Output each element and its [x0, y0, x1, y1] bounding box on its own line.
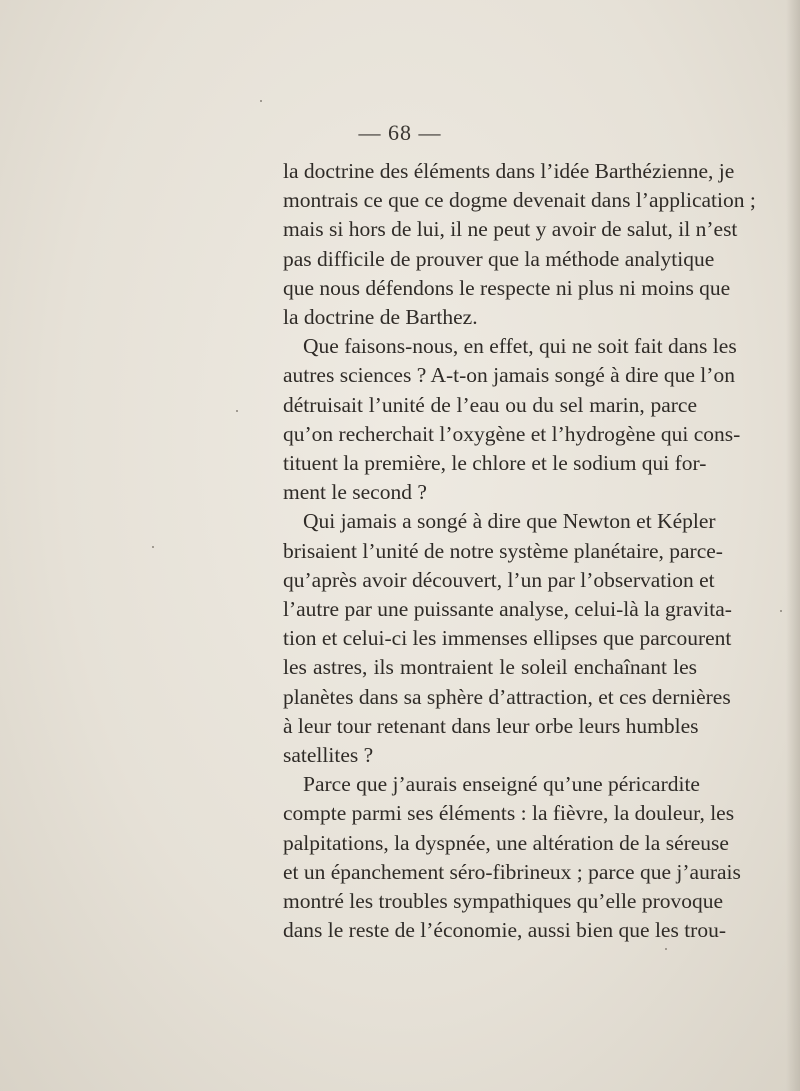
paragraph-3	[283, 507, 732, 770]
text-line: ment le second ?	[283, 480, 427, 505]
text-line: Qui jamais a songé à dire que Newton et Képler	[303, 509, 716, 534]
text-line: pas difficile de prouver que la méthode analytique	[283, 246, 715, 271]
page-edge-shadow	[786, 0, 800, 1091]
paragraph-1	[283, 157, 756, 332]
text-line: Parce que j’aurais enseigné qu’une péricardite	[303, 772, 700, 797]
text-line: que nous défendons le respecte ni plus ni moins que	[283, 275, 731, 300]
text-line: l’autre par une puissante analyse, celui-là la gravita-	[283, 597, 732, 622]
page-number: — 68 —	[358, 120, 442, 145]
text-line: qu’on recherchait l’oxygène et l’hydrogène qui cons-	[283, 421, 741, 446]
text-line: Que faisons-nous, en effet, qui ne soit fait dans les	[303, 334, 737, 359]
text-line: satellites ?	[283, 743, 374, 768]
paper-speck	[152, 546, 154, 548]
text-line: les astres, ils montraient le soleil enchaînant les	[283, 655, 697, 680]
text-line: la doctrine de Barthez.	[283, 305, 478, 330]
text-line: compte parmi ses éléments : la fièvre, la douleur, les	[283, 801, 735, 826]
text-line: dans le reste de l’économie, aussi bien que les trou-	[283, 918, 726, 943]
paper-speck	[665, 948, 667, 950]
body-text	[283, 157, 756, 945]
text-line: montrais ce que ce dogme devenait dans l’application ;	[283, 188, 756, 213]
text-line: mais si hors de lui, il ne peut y avoir de salut, il n’est	[283, 217, 738, 242]
text-line: à leur tour retenant dans leur orbe leurs humbles	[283, 713, 699, 738]
text-line: planètes dans sa sphère d’attraction, et ces dernières	[283, 684, 731, 709]
text-line: autres sciences ? A-t-on jamais songé à dire que l’on	[283, 363, 735, 388]
text-line: palpitations, la dyspnée, une altération de la séreuse	[283, 830, 729, 855]
paragraph-2	[283, 332, 741, 507]
text-line: tion et celui-ci les immenses ellipses que parcourent	[283, 626, 732, 651]
text-line: et un épanchement séro-fibrineux ; parce que j’aurais	[283, 859, 741, 884]
text-line: détruisait l’unité de l’eau ou du sel marin, parce	[283, 392, 697, 417]
paper-speck	[780, 610, 782, 612]
text-line: qu’après avoir découvert, l’un par l’observation et	[283, 567, 715, 592]
text-line: montré les troubles sympathiques qu’elle provoque	[283, 889, 724, 914]
paper-speck	[236, 410, 238, 412]
text-line: tituent la première, le chlore et le sodium qui for-	[283, 451, 707, 476]
paper-speck	[260, 100, 262, 102]
text-line: la doctrine des éléments dans l’idée Barthézienne, je	[283, 159, 735, 183]
paragraph-4	[283, 770, 741, 945]
text-line: brisaient l’unité de notre système planétaire, parce-	[283, 538, 723, 563]
